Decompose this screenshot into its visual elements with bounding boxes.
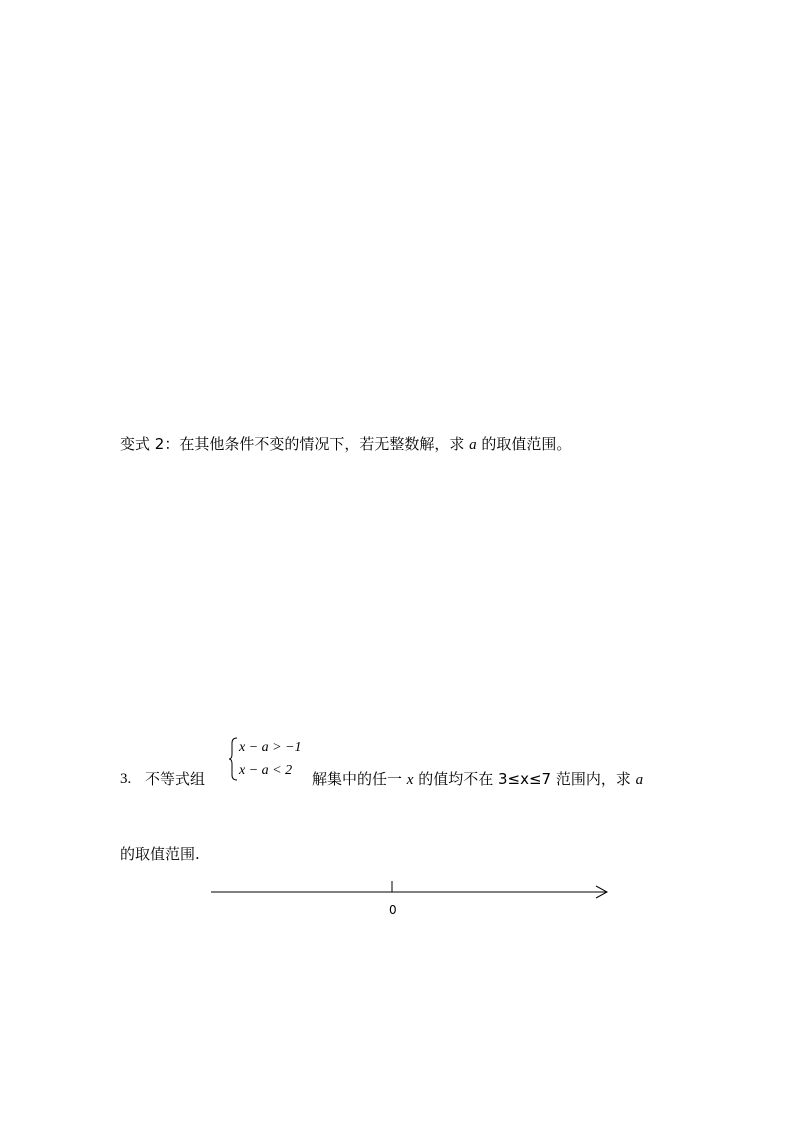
inequality-1: x − a > −1 <box>239 740 302 755</box>
system-brace-icon <box>228 737 238 781</box>
variable-a: a <box>469 437 477 453</box>
inequality-2: x − a < 2 <box>239 763 293 778</box>
problem-3-line-2: 的取值范围. <box>120 845 200 863</box>
number-line <box>205 878 615 902</box>
problem-3-prefix: 不等式组 <box>145 770 206 788</box>
origin-label: 0 <box>389 903 397 917</box>
variant-2-label: 变式 2 <box>120 435 165 453</box>
variable-x: x <box>406 772 414 788</box>
variant-2-text-a: ：在其他条件不变的情况下，若无整数解，求 <box>164 435 470 453</box>
variant-2-text-b: 的取值范围。 <box>476 435 572 453</box>
variable-a: a <box>635 772 644 788</box>
problem-3-suffix-a: 解集中的任一 <box>312 770 407 788</box>
problem-3-suffix-b: 的值均不在 3≤x≤7 范围内，求 <box>413 770 636 788</box>
variant-2-question <box>120 435 571 454</box>
problem-3-suffix <box>312 770 643 789</box>
problem-3-number: 3. <box>120 771 132 787</box>
